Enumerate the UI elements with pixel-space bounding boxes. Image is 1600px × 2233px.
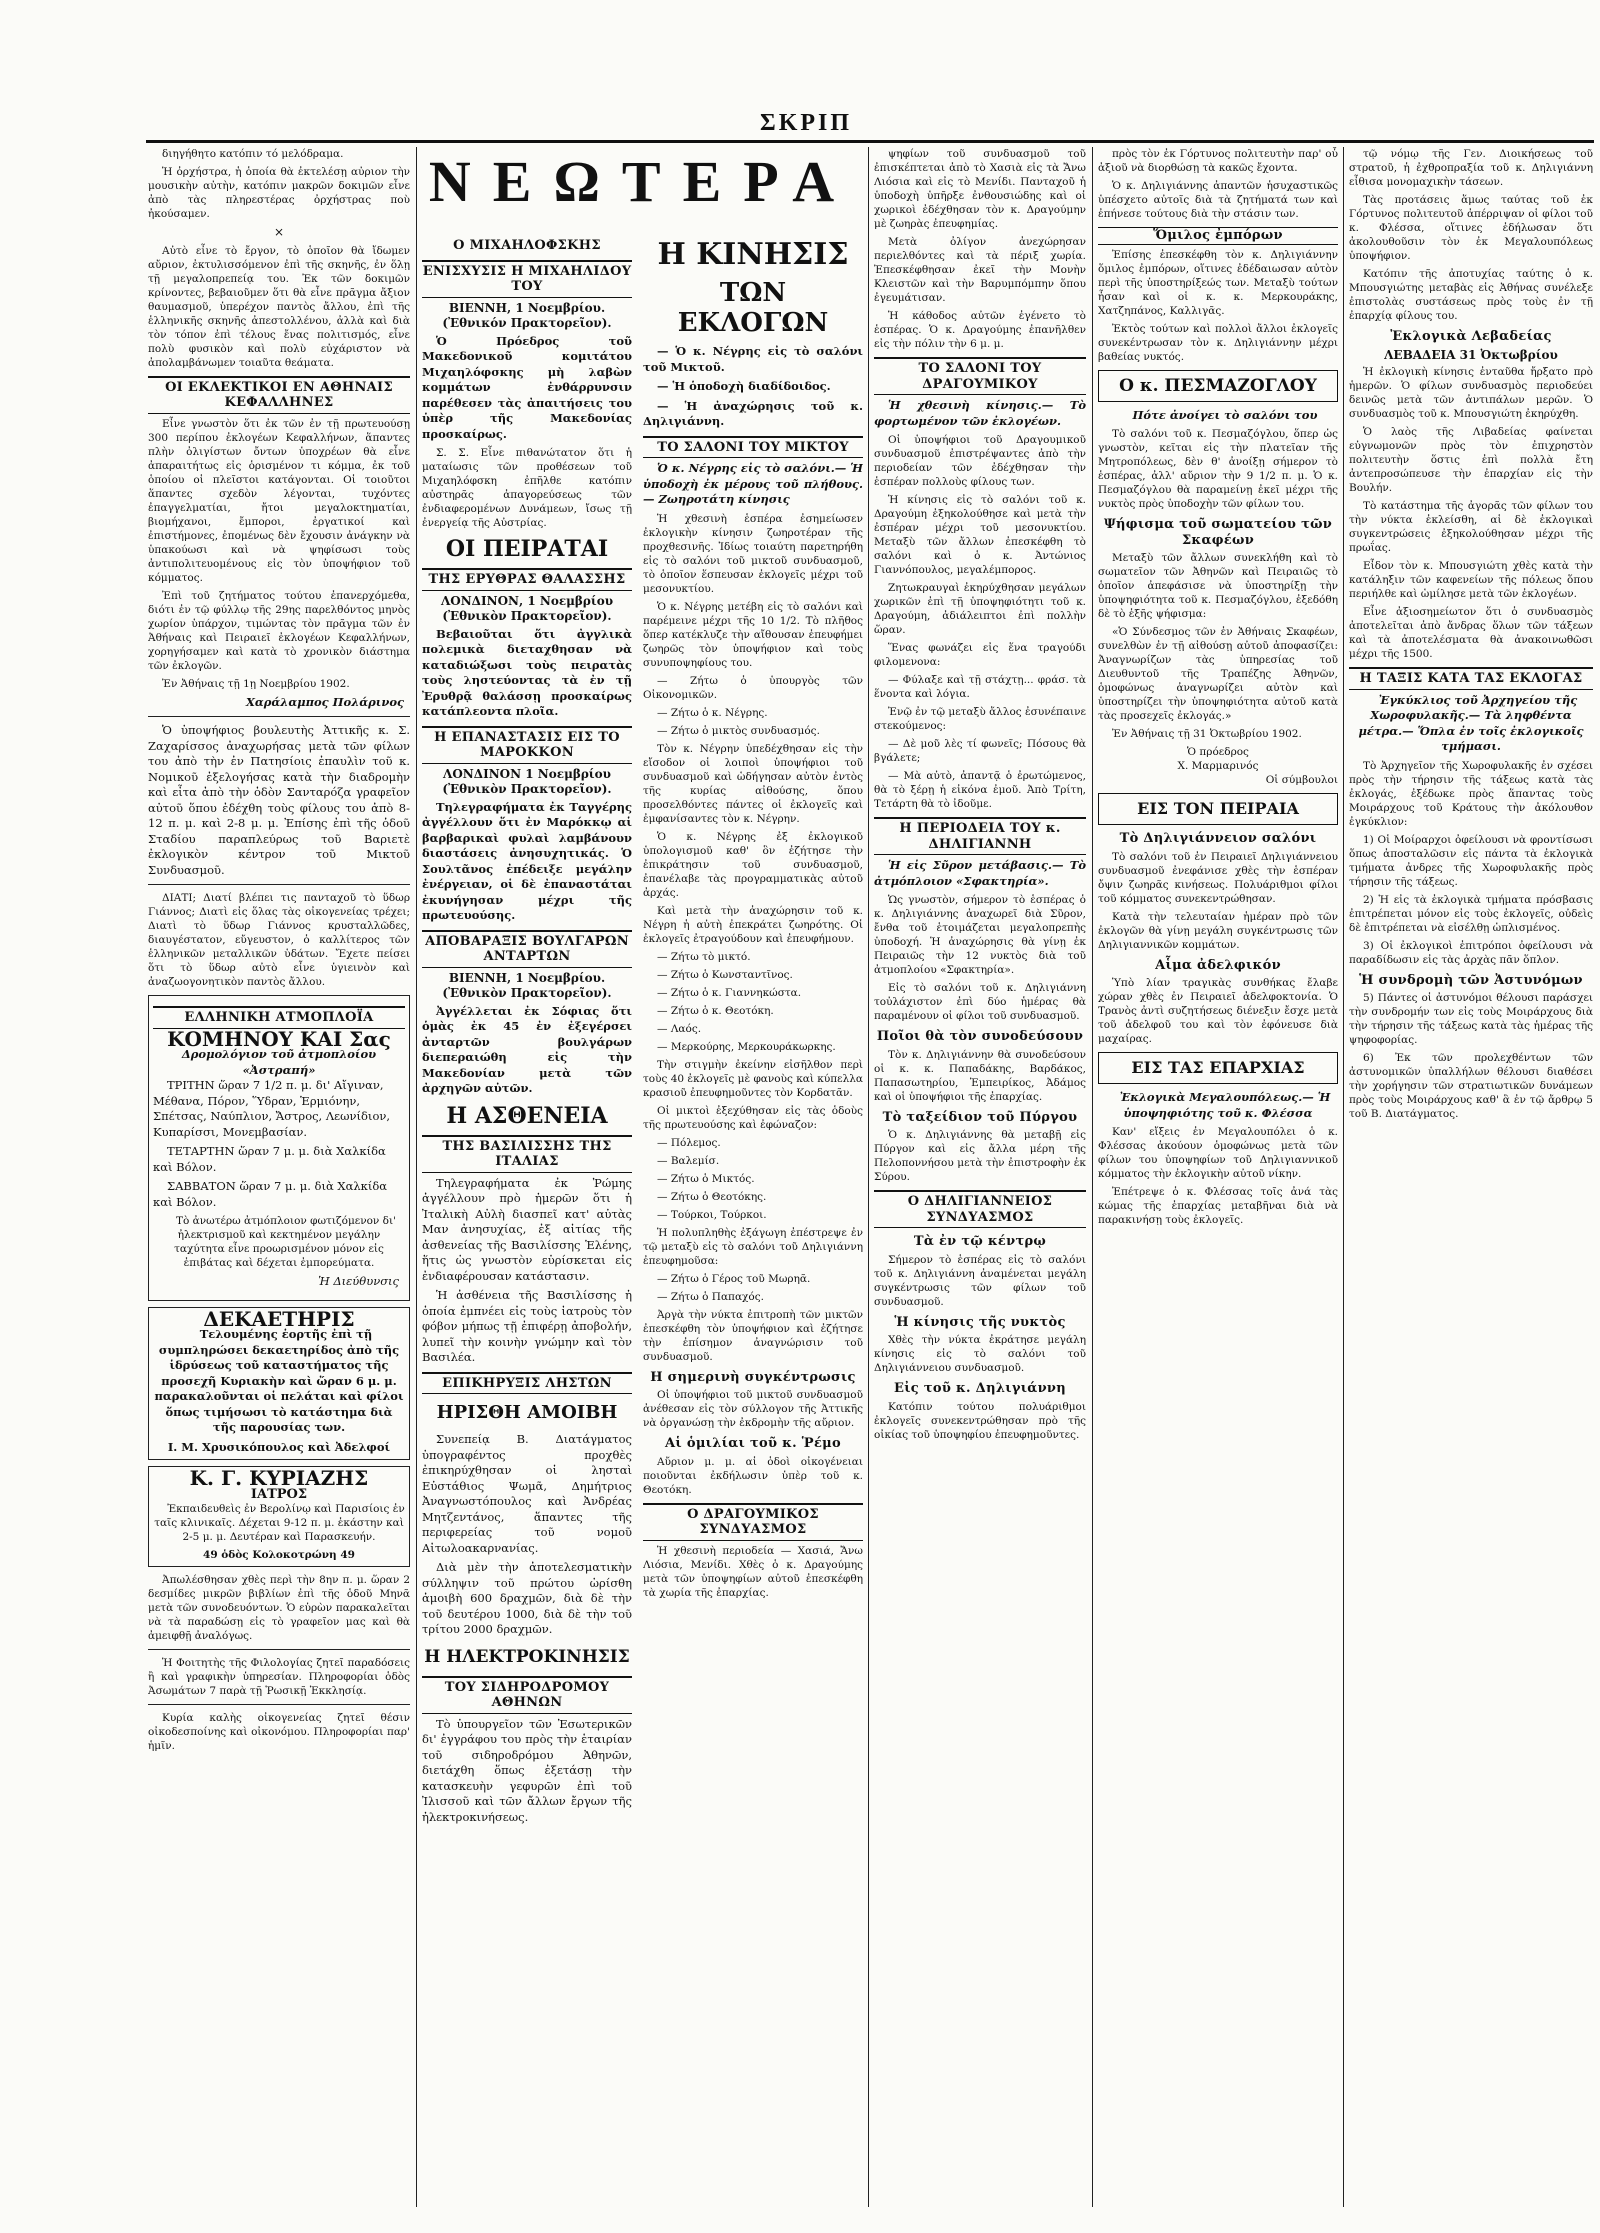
article-subheading: Αἷμα ἀδελφικόν — [1155, 957, 1281, 973]
paragraph: Ἕνας φωνάζει εἰς ἕνα τραγούδι φιλομενονα: — [874, 642, 1086, 668]
paragraph: διηγήθητο κατόπιν τό μελόδραμα. — [162, 148, 344, 160]
paragraph: Ἐπὶ τοῦ ζητήματος τούτου ἐπανερχόμεθα, διότι ἐν τῷ φύλλῳ τῆς 29ης παρελθόντος μηνὸς χωρίον ὑπάρχον, τιμώντας τὸν πρᾶγμα τῶν ἐν Ἀθήναις καὶ Πειραιεῖ ἐκλογέων Κεφαλλήνων, χορηγήσαμεν καὶ κατὰ τὸ χρονικὸν διάστημα τῶν ἐκλογῶν. — [148, 589, 410, 672]
paragraph: Τὴν στιγμὴν ἐκείνην εἰσῆλθον περὶ τοὺς 40 ἐκλογεῖς μὲ φανοὺς καὶ κύπελλα κρασιοῦ ἐπευφημοῦντες τὸν Κορδατᾶν. — [643, 1058, 863, 1099]
paragraph: Ἡ πολυπληθὴς ἐξάγωγη ἐπέστρεψε ἐν τῷ μεταξὺ εἰς τὸ σαλόνι τοῦ Δηλιγιάννη ἐπευφημοῦσα: — [643, 1226, 863, 1267]
article-subheading: ΤΗΣ ΕΡΥΘΡΑΣ ΘΑΛΑΣΣΗΣ — [422, 568, 632, 591]
article-subheading: Ποῖοι θὰ τὸν συνοδεύσουν — [876, 1029, 1084, 1044]
schedule-line: ΣΑΒΒΑΤΟΝ ὥραν 7 μ. μ. διὰ Χαλκίδα καὶ Βόλον. — [153, 1179, 388, 1209]
column-5 — [1098, 147, 1338, 2207]
signature: Χ. Μαρμαρινός — [1177, 760, 1259, 772]
article-subheading: Ἡ κίνησις τῆς νυκτὸς — [894, 1314, 1066, 1330]
cheer-line: — Ζήτω τὸ μικτό. — [657, 950, 751, 963]
summary-line: — Ὁ κ. Νέγρης εἰς τὸ σαλόνι τοῦ Μικτοῦ. — [643, 344, 863, 374]
paragraph: Οἱ ὑποψήφιοι τοῦ μικτοῦ συνδυασμοῦ ἀνέθεσαν εἰς τὸν σύλλογον τῆς Ἀττικῆς νὰ ὀργανώσῃ τὴν ἐκδρομὴν τῆς αὔριον. — [643, 1389, 863, 1429]
paragraph: Τὸν κ. Δηλιγιάννην θὰ συνοδεύσουν οἱ κ. κ. Παπαδάκης, Βαρδάκος, Παπασωτηρίου, Ἐμπειρίκος, Ἀδάμος καὶ οἱ ὑποψήφιοι τῆς ἐπαρχίας. — [874, 1048, 1086, 1103]
paragraph: ψηφίων τοῦ συνδυασμοῦ τοῦ ἐπισκέπτεται ἀπὸ τὸ Χασιὰ εἰς τὰ Ἄνω Λιόσια καὶ εἰς τὸ Μενίδι. Πανταχοῦ ἡ ὑποδοχὴ ὑπῆρξε ἐνθουσιώδης καὶ οἱ χωρικοὶ ἐδέχθησαν τὸν κ. Δραγούμην μὲ ζωηρὰς ἐπευφημίας. — [874, 148, 1086, 230]
paragraph: Ὁ κ. Νέγρης μετέβη εἰς τὸ σαλόνι καὶ παρέμεινε μέχρι τῆς 10 1/2. Τὸ πλῆθος ὅπερ κατέκλυζε τὴν αἴθουσαν ἐπευφήμει ζωηρῶς τὸν ὑποψήφιον καὶ τοὺς συνυποψηφίους του. — [643, 600, 863, 669]
paragraph: Τὸ ὑπουργεῖον τῶν Ἐσωτερικῶν δι' ἐγγράφου του πρὸς τὴν ἑταιρίαν τοῦ σιδηροδρόμου Ἀθηνῶν, διετάχθη ὅπως ἐξετάσῃ τὴν κατασκευὴν γεφυρῶν ἐπὶ τοῦ Ἰλισσοῦ καὶ τῶν ἄλλων ἔργων τῆς ἠλεκτροκινήσεως. — [422, 1716, 632, 1824]
article-heading: Η ΤΑΞΙΣ ΚΑΤΑ ΤΑΣ ΕΚΛΟΓΑΣ — [1349, 667, 1593, 690]
page-header: ΣΚΡΙΠ — [760, 110, 853, 136]
paragraph: 5) Πάντες οἱ ἀστυνόμοι θέλουσι παράσχει τὴν συνδρομήν των εἰς τοὺς Μοιράρχους διὰ τὴν τήρησιν τῆς τάξεως κατὰ τὰς ἡμέρας τῆς ψηφοφορίας. — [1349, 992, 1593, 1046]
paragraph: Οἱ μικτοὶ ἐξεχύθησαν εἰς τὰς ὁδοὺς τῆς πρωτευούσης καὶ ἐφώναζον: — [643, 1104, 863, 1131]
column-separator — [1092, 147, 1093, 2207]
advertisement-doctor — [148, 1466, 410, 1567]
dateline: ΛΕΒΑΔΕΙΑ 31 Ὀκτωβρίου — [1384, 347, 1558, 362]
paragraph: — Φύλαξε καὶ τῇ στάχτῃ... φράσ. τὰ ἕνοντα καὶ λόγια. — [874, 674, 1086, 700]
paragraph: Ὡς γνωστὸν, σήμερον τὸ ἑσπέρας ὁ κ. Δηλιγιάννης ἀναχωρεῖ διὰ Σῦρον, ἔνθα τοῦ ἑτοιμάζεται μεγαλοπρεπὴς ὑποδοχή. Ἡ ἀναχώρησις θὰ γίνῃ ἐκ Πειραιῶς τὴν 12 νυκτὸς διὰ τοῦ ἀτμοπλοίου «Σφακτηρία». — [874, 894, 1086, 976]
dateline: ΛΟΝΔΙΝΟΝ 1 Νοεμβρίου (Ἐθνικὸν Πρακτορεῖον). — [442, 766, 612, 796]
column-4 — [874, 147, 1086, 2207]
section-title: ΝΕΩΤΕΡΑ — [428, 149, 857, 214]
paragraph: — Μὰ αὐτὸ, ἀπαντᾷ ὁ ἐρωτώμενος, θὰ τὸ ξέρῃ ἡ εἰκόνα ἐμοῦ. Ἀπὸ Τρίτη, Τετάρτη θὰ τὸ ἰδοῦμε. — [874, 770, 1086, 810]
article-heading: Ὅμιλος ἐμπόρων — [1098, 227, 1338, 245]
paragraph: Μεταξὺ τῶν ἄλλων συνεκλήθη καὶ τὸ σωματεῖον τῶν Ἀθηνῶν καὶ Πειραιῶς τὸ ὁποῖον ἀπεφάσισε νὰ ὑποστηρίξῃ τὴν ὑποψηφιότητα τοῦ κ. Πεσμαζόγλου, ἐξεδόθη δὲ τὸ ἑξῆς ψήφισμα: — [1098, 552, 1338, 620]
ad-heading: ΔΕΚΑΕΤΗΡΙΣ — [203, 1306, 355, 1331]
article-subheading: Τὸ Δηλιγιάννειον σαλόνι — [1119, 831, 1317, 846]
column-3 — [643, 232, 863, 2207]
cheer-line: — Ζήτω ὁ Παπαχός. — [657, 1290, 764, 1303]
dateline: ΛΟΝΔΙΝΟΝ, 1 Νοεμβρίου (Ἐθνικὸν Πρακτορεῖον). — [440, 593, 614, 623]
paragraph: Ἡ χθεσινὴ ἑσπέρα ἐσημείωσεν ἐκλογικὴν κίνησιν ζωηροτέραν τῆς προχθεσινῆς. Ἰδίως τοιαύτη παρετηρήθη εἰς τὸ σαλόνι τοῦ μικτοῦ συνδυασμοῦ, τὸ ὁποῖον ἕσπευσαν ἐκλογεῖς μέχρι τοῦ μεσονυκτίου. — [643, 512, 863, 595]
signature: Ἡ Διεύθυνσις — [318, 1274, 399, 1288]
article-subheading: Εἰς τοῦ κ. Δηλιγιάννη — [893, 1381, 1066, 1396]
schedule-line: ΤΕΤΑΡΤΗΝ ὥραν 7 μ. μ. διὰ Χαλκίδα καὶ Βόλον. — [153, 1144, 386, 1174]
article-subheading: Ψήφισμα τοῦ σωματείου τῶν Σκαφέων — [1103, 517, 1333, 548]
header-rule — [146, 140, 1594, 143]
paragraph: πρὸς τὸν ἐκ Γόρτυνος πολιτευτὴν παρ' οὗ ἀξιοῦ νὰ διορθώσῃ τὰ κακῶς ἔχοντα. — [1098, 148, 1338, 174]
article-heading: ΟΙ ΕΚΛΕΚΤΙΚΟΙ ΕΝ ΑΘΗΝΑΙΣ ΚΕΦΑΛΛΗΝΕΣ — [148, 376, 410, 414]
notice-housekeeper: Κυρία καλὴς οἰκογενείας ζητεῖ θέσιν οἰκοδεσποίνης καὶ οἰκονόμου. Πληροφορίαι παρ' ἡμῖν. — [148, 1712, 410, 1752]
paragraph: Εἰς τὸ σαλόνι τοῦ κ. Δηλιγιάννη τοὐλάχιστον ἐπὶ δύο ἡμέρας θὰ παραμένουν οἱ φίλοι τοῦ συνδυασμοῦ. — [874, 982, 1086, 1022]
divider — [148, 1649, 410, 1650]
dateline: Ἐν Ἀθήναις τῇ 1ῃ Νοεμβρίου 1902. — [162, 677, 350, 690]
paragraph: Κατὰ τὴν τελευταίαν ἡμέραν πρὸ τῶν ἐκλογῶν θὰ γίνῃ μεγάλη συγκέντρωσις τῶν Δηλιγιαννικῶν κομμάτων. — [1098, 910, 1338, 951]
cheer-line: — Ζήτω ὁ ὑπουργὸς τῶν Οἰκονομικῶν. — [643, 674, 863, 701]
ad-subtitle: Δρομολόγιον τοῦ ἀτμοπλοίου «Ἀστραπή» — [181, 1047, 377, 1077]
paragraph: Τὸν κ. Νέγρην ὑπεδέχθησαν εἰς τὴν εἴσοδον οἱ λοιποὶ ὑποψήφιοι τοῦ συνδυασμοῦ καὶ ὡδήγησαν αὐτὸν ἐντὸς τῆς κυρίας αἰθούσης, ὅπου προσελθόντες πάντες οἱ ἐκλογεῖς καὶ ἐμφανίσαντες τὸν κ. Νέγρην. — [643, 742, 863, 825]
paragraph: Διὰ μὲν τὴν ἀποτελεσματικὴν σύλληψιν τοῦ πρώτου ὡρίσθη ἀμοιβὴ 600 δραχμῶν, διὰ δὲ τὴν τοῦ δευτέρου 1000, διὰ δὲ τὴν τοῦ τρίτου 2000 δραχμῶν. — [422, 1560, 632, 1636]
paragraph: Ὁ Πρόεδρος τοῦ Μακεδονικοῦ κομιτάτου Μιχαηλόφσκης μὴ λαβὼν κομμάτων ἐνθάρρυνσιν παρέθεσεν τὰς ἀπαιτήσεις του ὑπὲρ τῆς Μακεδονίας προσκαίρως. — [422, 333, 632, 441]
paragraph: Ἡ κάθοδος αὐτῶν ἐγένετο τὸ ἑσπέρας. Ὁ κ. Δραγούμης ἐπανῆλθεν εἰς τὴν πόλιν τὴν 6 μ. μ. — [874, 310, 1086, 350]
doctor-name: Κ. Γ. ΚΥΡΙΑΖΗΣ — [189, 1466, 369, 1490]
ad-company: ΚΟΜΗΝΟΥ ΚΑΙ Σας — [167, 1026, 391, 1051]
article-heading: Η ΚΙΝΗΣΙΣ — [657, 237, 849, 272]
article-heading: ΤΩΝ ΕΚΛΟΓΩΝ — [677, 278, 829, 338]
article-subheading: ΕΝΙΣΧΥΣΙΣ Η ΜΙΧΑΗΛΙΔΟΥ ΤΟΥ — [422, 260, 632, 298]
paragraph: Ζητωκραυγαὶ ἐκηρύχθησαν μεγάλων χωρικῶν ἐπὶ τῇ ὑποψηφιότητι τοῦ κ. Δραγούμη, ἀδιάλειπτοι ἐπὶ πολλὴν ὥραν. — [874, 582, 1086, 636]
paragraph: Ἡ χθεσινὴ περιοδεία — Χασιά, Ἄνω Λιόσια, Μενίδι. Χθὲς ὁ κ. Δραγούμης μετὰ τῶν ὑποψηφίων αὐτοῦ ἐπεσκέφθη τὰ χωρία τῆς ἐπαρχίας. — [643, 1544, 863, 1599]
paragraph: Αὐτὸ εἶνε τὸ ἔργον, τὸ ὁποῖον θὰ ἴδωμεν αὔριον, ἐκτυλισσόμενον ἐπὶ τῆς σκηνῆς, ἐν ὅλῃ τῇ μεγαλοπρεπείᾳ του. Ἐκ τῶν δοκιμῶν κρίνοντες, βεβαιοῦμεν ὅτι θὰ εἶνε πρᾶγμα ἄξιον θαυμασμοῦ, ὑπερέχον παντὸς ἄλλου, ἐπὶ τῆς ἑλληνικῆς σκηνῆς ἀπεστολλένου, ἀλλὰ καὶ διὰ τὸν τόπον ἐπὶ τέλους ἔνας πολιτισμός, εἶνε πολὺ φυσικὸν καὶ πολὺ εὐχάριστον νὰ ἀπολαμβάνωμεν τοιαῦτα θεάματα. — [148, 244, 410, 369]
advertisement-anniversary — [148, 1307, 410, 1461]
paragraph: Ὁ λαὸς τῆς Λιβαδείας φαίνεται εὐγνωμονῶν πρὸς τὸν ἐπιχρηστὸν πολιτευτὴν ὅστις ἐπὶ πολλὰ ἔτη ἀντεπροσώπευσε τὴν ἐπαρχίαν εἰς τὴν Βουλήν. — [1349, 426, 1593, 494]
paragraph: Ἀγγέλλεται ἐκ Σόφιας ὅτι ὁμὰς ἐκ 45 ἐν ἐξεγέρσει ἀνταρτῶν βουλγάρων διεπεραιώθη εἰς τὴν Μακεδονίαν μετὰ τῶν ἀρχηγῶν αὐτῶν. — [422, 1003, 632, 1095]
divider — [148, 716, 410, 717]
ad-body: Τελουμένης ἑορτῆς ἐπὶ τῇ συμπληρώσει δεκαετηρίδος ἀπὸ τῆς ἱδρύσεως τοῦ καταστήματος τῆς προσεχῆ Κυριακὴν καὶ ὥραν 6 μ. μ. παρακαλοῦνται οἱ πελάται καὶ φίλοι ὅπως τιμήσωσι τὸ κατάστημα διὰ τῆς παρουσίας των. — [154, 1327, 404, 1434]
cheer-line: — Πόλεμος. — [657, 1136, 721, 1149]
column-separator — [868, 147, 869, 2207]
paragraph: Ὁ κ. Δηλιγιάννης θὰ μεταβῇ εἰς Πύργον καὶ εἰς ἄλλα μέρη τῆς Πελοποννήσου μετὰ τὴν ἐπιστροφὴν ἐκ Σύρου. — [874, 1129, 1086, 1183]
paragraph: Οἱ ὑποψήφιοι τοῦ Δραγουμικοῦ συνδυασμοῦ ἐπιστρέψαντες ἀπὸ τὴν περιοδείαν τῶν ἐδέχθησαν τὴν ἑσπέραν πολλοὺς φίλους των. — [874, 434, 1086, 488]
paragraph: Ἡ ἐκλογικὴ κίνησις ἐνταῦθα ἤρξατο πρὸ ἡμερῶν. Ὁ φίλων συνδυασμὸς περιοδεύει δεινῶς μετὰ τῶν ἀντιπάλων μερῶν. Ὁ συνδυασμὸς τοῦ κ. Μπουσγιώτη ἐκηρύχθη. — [1349, 366, 1593, 420]
article-subheading: Τὰ ἐν τῷ κέντρῳ — [913, 1234, 1047, 1249]
cheer-line: — Ζήτω ὁ κ. Θεοτόκη. — [657, 1004, 774, 1017]
news-banner — [422, 147, 863, 227]
cheer-line: — Ζήτω ὁ μικτὸς συνδυασμός. — [657, 724, 820, 737]
article-subheading: ΤΗΣ ΒΑΣΙΛΙΣΣΗΣ ΤΗΣ ΙΤΑΛΙΑΣ — [422, 1135, 632, 1173]
cheer-line: — Ζήτω ὁ Μικτός. — [657, 1172, 755, 1185]
paragraph: 1) Οἱ Μοίραρχοι ὀφείλουσι νὰ φροντίσωσι ὅπως ἀποσταλῶσιν εἰς πάντα τὰ ἐκλογικὰ τμήματα ἀνδρες τῆς Χωροφυλακῆς πρὸς τήρησιν τῆς τάξεως. — [1349, 833, 1593, 888]
column-1 — [148, 147, 410, 2207]
paragraph: 6) Ἐκ τῶν προλεχθέντων τῶν ἀστυνομικῶν ὑπαλλήλων θέλουσι διαθέσει τὴν χορήγησιν τῶν στρατιωτικῶν δυνάμεων πρὸς τοὺς Μοιράρχους καθ' ἃ ἐν τῷ ἄρθρῳ 5 τοῦ Β. Διατάγματος. — [1349, 1052, 1593, 1120]
summary-line: — Ἡ ἀναχώρησις τοῦ κ. Δηλιγιάννη. — [643, 398, 863, 428]
article-heading: Η ΠΕΡΙΟΔΕΙΑ ΤΟΥ κ. ΔΗΛΙΓΙΑΝΝΗ — [874, 817, 1086, 855]
divider — [148, 884, 410, 885]
cheer-line: — Ζήτω ὁ κ. Γιαννηκώστα. — [657, 986, 802, 999]
cheer-line: — Ζήτω ὁ κ. Νέγρης. — [657, 706, 768, 719]
summary-line: — Ἡ ὁποδοχὴ διαδίδοιδος. — [657, 379, 831, 393]
paragraph: Τὸ σαλόνι τοῦ κ. Πεσμαζόγλου, ὅπερ ὡς γνωστὸν, κεῖται εἰς τὴν πλατεῖαν τῆς Μητροπόλεως, δὲν θ' ἀνοίξῃ σήμερον τὸ ἑσπέρας, ἀλλ' αὔριον τὴν 9 1/2 π. μ. Ὁ κ. Πεσμαζόγλου θὰ παραμείνῃ ἐκεῖ μέχρι τῆς νυκτὸς πρὸς ὑποδοχὴν τῶν φίλων του. — [1098, 428, 1338, 510]
article-heading: ΤΟ ΣΑΛΟΝΙ ΤΟΥ ΜΙΚΤΟΥ — [643, 436, 863, 459]
paragraph: Ὁ ὑποψήφιος βουλευτὴς Ἀττικῆς κ. Σ. Ζαχαρίσσος ἀναχωρήσας μετὰ τῶν φίλων του ἀπὸ τὴν ἐν Πατησίοις ἐπαυλὶν τοῦ κ. Νομικοῦ ἐξελογήσας κατὰ τὴν διαδρομὴν καὶ εἶτα ἀπὸ τὴν ὁδὸν Σανταρόζα γραφεῖον αὐτοῦ ὅπου ἐδέχθη τοὺς φίλους του ἀπὸ 8-12 π. μ. καὶ 2-8 μ. μ. Ἐπίσης ἐπὶ τῆς ὁδοῦ Σταδίου παραπλεύρως τοῦ Βαριετὲ ἐκλογικὸν κέντρον τοῦ Μικτοῦ Συνδυασμοῦ. — [148, 723, 410, 877]
dateline: ΒΙΕΝΝΗ, 1 Νοεμβρίου. (Ἐθνικὸν Πρακτορεῖον). — [442, 970, 612, 1000]
paragraph: Εἶνε γνωστὸν ὅτι ἐκ τῶν ἐν τῇ πρωτευούσῃ 300 περίπου ἐκλογέων Κεφαλλήνων, ἅπαντες πλὴν ὀλιγίστων ὄντων ὑποχρέων θὰ εἶνε ἀπαραιτήτως εἰς ὁρισμένον τι κόμμα, ἐκ τοῦ ὁποίου οἱ πλεῖστοι κατάγονται. Οἱ τοιοῦτοι ἅπαντες σχεδὸν λέγονται, τυχόντες ἐπαγγελματίαι, ἤτοι μεγαλοκτηματίαι, βιομήχανοι, ἔμποροι, ἐργατικοί καὶ ἐπιστήμονες, ἐπομένως δὲν ἔχουσιν ἀνάγκην νὰ ὑπακούωσι καὶ νὰ ψηφίσωσι τοὺς ἀντιπολιτευομένους εἰς τὸν ὑποψήφιον τοῦ κόμματος. — [148, 417, 410, 584]
article-heading: ΑΠΟΒΑΡΑΞΙΣ ΒΟΥΛΓΑΡΩΝ ΑΝΤΑΡΤΩΝ — [422, 930, 632, 968]
article-subheading: Ἡ συνδρομὴ τῶν Ἀστυνόμων — [1359, 972, 1583, 988]
paragraph: Ἡ κίνησις εἰς τὸ σαλόνι τοῦ κ. Δραγούμη ἐξηκολούθησε καὶ μετὰ τὴν ἐσπέραν μέχρι τοῦ μεσονυκτίου. Μεταξὺ τῶν ἄλλων ἐπεσκέφθη τὸ σαλόνι καὶ ὁ κ. Ἀντώνιος Γιαννόπουλος, μεγαλέμπορος. — [874, 494, 1086, 576]
cheer-line: — Ζήτω ὁ Γέρος τοῦ Μωρηᾶ. — [657, 1272, 811, 1285]
article-heading: Η ΕΠΑΝΑΣΤΑΣΙΣ ΕΙΣ ΤΟ ΜΑΡΟΚΚΟΝ — [422, 726, 632, 764]
article-lead: Ἐγκύκλιος τοῦ Ἀρχηγείου τῆς Χωροφυλακῆς.— Τὰ ληφθέντα μέτρα.— Ὅπλα ἐν τοῖς ἐκλογικοῖς τμήμασι. — [1358, 692, 1584, 753]
ad-heading: ΕΛΛΗΝΙΚΗ ΑΤΜΟΠΛΟΪΑ — [153, 1006, 405, 1029]
section-mark: × — [273, 225, 285, 239]
article-lead: Ἡ εἰς Σῦρον μετάβασις.— Τὸ ἀτμόπλοιον «Σφακτηρία». — [874, 858, 1086, 888]
article-heading: Η ΑΣΘΕΝΕΙΑ — [446, 1102, 608, 1129]
cheer-line: — Ζήτω ὁ Θεοτόκης. — [657, 1190, 767, 1203]
article-heading: ΕΠΙΚΗΡΥΞΙΣ ΛΗΣΤΩΝ — [422, 1372, 632, 1395]
column-6 — [1349, 147, 1593, 2207]
article-heading: Η ΗΛΕΚΤΡΟΚΙΝΗΣΙΣ — [424, 1646, 630, 1667]
advertisement-water: ΔΙΑΤΙ; Διατί βλέπει τις πανταχοῦ τὸ ὕδωρ Γιάννος; Διατὶ εἰς ὅλας τὰς οἰκογενείας τρέχει; Διατὶ τὸ ὕδωρ Γιάννος κρυσταλλῶδες, διαυγέστατον, εὔγευστον, ὁ καλλίτερος τῶν ἑλληνικῶν μεταλλικῶν ὑδάτων. Ἔχετε πείσει ὅτι τὸ ὕδωρ αὐτὸ εἶνε ὑγιεινὸν καὶ ἀναζωογονητικὸν παντὸς ἄλλου. — [148, 892, 410, 988]
schedule-line: ΤΡΙΤΗΝ ὥραν 7 1/2 π. μ. δι' Αἴγιναν, Μέθανα, Πόρον, Ὕδραν, Ἑρμιόνην, Σπέτσας, Ναύπλιον, Ἄστρος, Λεωνίδιον, Κυπαρίσσι, Μονεμβασίαν. — [153, 1078, 391, 1139]
article-heading: ΤΟ ΣΑΛΟΝΙ ΤΟΥ ΔΡΑΓΟΥΜΙΚΟΥ — [874, 357, 1086, 395]
paragraph: Ἐπίσης ἐπεσκέφθη τὸν κ. Δηλιγιάννην ὅμιλος ἐμπόρων, οἵτινες ἐδέδαιωσαν αὐτὸν περὶ τῆς ὑποστηρίξεώς των. Μεταξὺ τούτων ἦσαν καὶ οἱ κ. κ. Μερκουράκης, Χατζηπάνος, Καλλιγᾶς. — [1098, 248, 1338, 317]
cheer-line: — Βαλεμίσ. — [657, 1154, 720, 1167]
article-heading: Ἐκλογικὰ Λεβαδείας — [1390, 329, 1552, 344]
column-2 — [422, 232, 632, 2207]
paragraph: Σ. Σ. Εἶνε πιθανώτατον ὅτι ἡ ματαίωσις τῶν προθέσεων τοῦ Μιχαηλόφσκη ἐπῆλθε κατόπιν αὐστηρᾶς ἀπαγορεύσεως τῶν ἐνδιαφερομένων Δυνάμεων, ἴσως τῇ ἐνεργείᾳ τῆς Αὐστρίας. — [422, 447, 632, 529]
paragraph: «Ὁ Σύνδεσμος τῶν ἐν Ἀθήναις Σκαφέων, συνελθὼν ἐν τῇ αἰθούσῃ αὐτοῦ ἀποφασίζει: Ἀναγνωρίζων τὰς ὑπηρεσίας τοῦ Διευθυντοῦ τῆς Τραπέζης Ἀθηνῶν, ὁμοφώνως ἀναγνωρίζει αὐτὸν καὶ ὑποστηρίζει τὴν ὑποψηφιότητα αὐτοῦ κατὰ τὰς προσεχεῖς ἐκλογάς.» — [1098, 626, 1338, 722]
column-separator — [1343, 147, 1344, 2207]
article-heading: Ο ΜΙΧΑΗΛΟΦΣΚΗΣ — [453, 238, 601, 253]
paragraph: Ἀργὰ τὴν νύκτα ἐπιτροπὴ τῶν μικτῶν ἐπεσκέφθη τὸν ὑποψήφιον καὶ ἐζήτησε τὴν ἐπίσημον ἀναγνώρισιν τοῦ συνδυασμοῦ. — [643, 1308, 863, 1363]
paragraph: Συνεπείᾳ Β. Διατάγματος ὑπογραφέντος προχθὲς ἐπικηρύχθησαν οἱ λησταὶ Εὐστάθιος Ψωμᾶ, Δημήτριος Ἀναγνωστόπουλος καὶ Ἀνδρέας Μητζεντάνος, ἅπαντες τῆς περιφερείας τοῦ νομοῦ Αἰτωλοακαρνανίας. — [422, 1432, 632, 1555]
cheer-line: — Τούρκοι, Τούρκοι. — [657, 1208, 767, 1221]
cheer-line: — Ζήτω ὁ Κωνσταντῖνος. — [657, 968, 793, 981]
advertisement-shipping — [148, 995, 410, 1301]
article-lead: Ὁ κ. Νέγρης εἰς τὸ σαλόνι.— Ἡ ὑποδοχὴ ἐκ μέρους τοῦ πλήθους.— Ζωηροτάτη κίνησις — [643, 461, 863, 506]
cheer-line: — Μερκούρης, Μερκουράκωρκης. — [657, 1040, 836, 1053]
ad-signature: Ι. Μ. Χρυσικόπουλος καὶ Ἀδελφοί — [167, 1439, 391, 1454]
paragraph: Μετὰ ὀλίγον ἀνεχώρησαν περιελθόντες καὶ τὰ πέριξ χωρία. Ἐπεσκέφθησαν ἐκεῖ τὴν Μονὴν Κλειστῶν καὶ τὴν Βαρυμπόμπην ὅπου ἐγευμάτισαν. — [874, 236, 1086, 304]
article-heading: ΕΙΣ ΤΟΝ ΠΕΙΡΑΙΑ — [1098, 793, 1338, 825]
notice-lost: Ἀπωλέσθησαν χθὲς περὶ τὴν 8ην π. μ. ὥραν 2 δεσμίδες μικρῶν βιβλίων ἐπὶ τῆς ὁδοῦ Μηνᾶ μετὰ τῶν συνοδευόντων. Ὁ εὑρὼν παρακαλεῖται νὰ τὰ παραδώσῃ εἰς τὸ γραφεῖον μας καὶ θὰ ἀμειφθῇ ἀναλόγως. — [148, 1574, 410, 1642]
article-heading: Ο κ. ΠΕΣΜΑΖΟΓΛΟΥ — [1098, 370, 1338, 402]
paragraph: Κατόπιν τούτου πολυάριθμοι ἐκλογεῖς συνεκεντρώθησαν πρὸ τῆς οἰκίας τοῦ ὑποψηφίου ἐπευφημοῦντες. — [874, 1400, 1086, 1441]
dateline: ΒΙΕΝΝΗ, 1 Νοεμβρίου. (Ἐθνικόν Πρακτορεῖον). — [442, 300, 612, 330]
signature: Οἱ σύμβουλοι — [1265, 774, 1338, 786]
article-heading: ΟΙ ΠΕΙΡΑΤΑΙ — [445, 536, 609, 562]
article-subheading: Τὸ ταξείδιον τοῦ Πύργου — [882, 1109, 1078, 1125]
signature: Ὁ πρόεδρος — [1187, 746, 1249, 758]
paragraph: Σήμερον τὸ ἑσπέρας εἰς τὸ σαλόνι τοῦ κ. Δηλιγιάννη ἀναμένεται μεγάλη συγκέντρωσις τῶν φίλων τοῦ συνδυασμοῦ. — [874, 1253, 1086, 1308]
article-subheading: Η σημερινὴ συγκέντρωσις — [650, 1369, 856, 1385]
article-subheading: ΗΡΙΣΘΗ ΑΜΟΙΒΗ — [436, 1402, 618, 1423]
paragraph: Ἐπέτρεψε ὁ κ. Φλέσσας τοῖς ἀνά τὰς κώμας τῆς ἐπαρχίας μεταβῆναι διὰ νὰ παρακινήσῃ τοὺς ἐκλογεῖς. — [1098, 1186, 1338, 1226]
article-heading: Ο ΔΡΑΓΟΥΜΙΚΟΣ ΣΥΝΔΥΑΣΜΟΣ — [643, 1503, 863, 1541]
paragraph: Εἶδον τὸν κ. Μπουσγιώτη χθὲς κατὰ τὴν κατάληξιν τῶν καφενείων τῆς πόλεως ὅπου περιήλθε καὶ ὡμίλησε μετὰ τῶν ἐκλογέων. — [1349, 560, 1593, 600]
paragraph: Καν' εἴξεις ἐν Μεγαλουπόλει ὁ κ. Φλέσσας ἀκούουν ὁμοφώνως μετὰ τῶν φίλων του ὑποψηφίων τοῦ Δηλιγιαννικοῦ κόμματος τὴν ἐκλογικὴν αὐτοῦ νίκην. — [1098, 1126, 1338, 1180]
doctor-address: 49 ὁδὸς Κολοκοτρώνη 49 — [203, 1549, 355, 1561]
article-lead: Ἐκλογικὰ Μεγαλουπόλεως.— Ἡ ὑποψηφιότης τοῦ κ. Φλέσσα — [1119, 1090, 1331, 1120]
schedule-note: Τὸ ἀνωτέρω ἀτμόπλοιον φωτιζόμενον δι' ἠλεκτρισμοῦ καὶ κεκτημένον μεγάλην ταχύτητα εἶνε προωρισμένον μόνον εἰς ἐπιβάτας καὶ δέχεται ἐμπορεύματα. — [174, 1215, 396, 1269]
article-subheading: ΤΟΥ ΣΙΔΗΡΟΔΡΟΜΟΥ ΑΘΗΝΩΝ — [422, 1676, 632, 1714]
dateline: Ἐν Ἀθήναις τῇ 31 Ὀκτωβρίου 1902. — [1112, 728, 1302, 740]
paragraph: Τὰς προτάσεις ἅμως ταύτας τοῦ ἐκ Γόρτυνος πολιτευτοῦ ἀπέρριψαν οἱ φίλοι τοῦ κ. Φλέσσα, οἵτινες ἐδήλωσαν ὅτι ἀκολουθοῦσιν τὸν ἐκ Μεγαλουπόλεως ὑποψήφιον. — [1349, 194, 1593, 262]
paragraph: Κατόπιν τῆς ἀποτυχίας ταύτης ὁ κ. Μπουσγιώτης μεταβὰς εἰς Ἀθήνας συνέλεξε ἐπιστολὰς συστάσεως πρὸς τοὺς ἐν τῇ ἐπαρχίᾳ φίλους του. — [1349, 268, 1593, 322]
paragraph: Ἡ ὀρχήστρα, ἡ ὁποία θὰ ἐκτελέσῃ αὐριον τὴν μουσικὴν αὐτὴν, κατόπιν μακρῶν δοκιμῶν εἶνε ἀπὸ τὰς πληρεστέρας ὀρχήστρας ποὺ ἠκούσαμεν. — [148, 166, 410, 220]
paragraph: τῷ νόμῳ τῆς Γεν. Διοικήσεως τοῦ στρατοῦ, ἡ ἐχθροπραξία τοῦ κ. Δηλιγιάννη εἶθισα μονομαχικὴν τάσεων. — [1349, 148, 1593, 188]
paragraph: — Δὲ μοῦ λὲς τί φωνεῖς; Πόσους θὰ βγάλετε; — [874, 738, 1086, 764]
signature: Χαράλαμπος Πολάρινος — [245, 694, 404, 709]
article-lead: Πότε ἀνοίγει τὸ σαλόνι του — [1132, 407, 1318, 422]
paragraph: Βεβαιοῦται ὅτι ἀγγλικὰ πολεμικὰ διεταχθησαν νὰ καταδιώξωσι τοὺς πειρατὰς τοὺς ληστεύοντας τὰ ἐν τῇ Ἐρυθρᾷ θαλάσσῃ προσκαίρως κατάπλεοντα πλοῖα. — [422, 626, 632, 718]
paragraph: Ὁ κ. Δηλιγιάννης ἀπαντῶν ἡσυχαστικῶς ὑπέσχετο αὐτοῖς διὰ τὰ ζητήματά των καὶ ἐπήνεσε τούτους διὰ τὴν στάσιν των. — [1098, 180, 1338, 220]
paragraph: Τηλεγραφήματα ἐκ Ῥώμης ἀγγέλλουν πρὸ ἡμερῶν ὅτι ἡ Ἰταλικὴ Αὐλὴ διασπεῖ κατ' αὐτὰς Μαν ἀνησυχίας, ἐξ αἰτίας τῆς ἀσθενείας τῆς Βασιλίσσης Ἑλένης, ἥτις ὡς γνωστὸν εὑρίσκεται εἰς ἐνδιαφέρουσαν κατάστασιν. — [422, 1175, 632, 1283]
paragraph: Εἶνε ἀξιοσημείωτον ὅτι ὁ συνδυασμὸς ἀποτελεῖται ἀπὸ ἄνδρας ὅλων τῶν τάξεων καὶ τὰ ἀποτελέσματα θὰ ἀνακοινωθῶσι μέχρι τῆς 1500. — [1349, 606, 1593, 660]
paragraph: 3) Οἱ ἐκλογικοὶ ἐπιτρόποι ὀφείλουσι νὰ παραδίδωσιν εἰς τὰς ἀρχὰς πᾶν ὅπλον. — [1349, 939, 1593, 966]
paragraph: Ἐκτὸς τούτων καὶ πολλοὶ ἄλλοι ἐκλογεῖς συνεκέντρωσαν τὸν κ. Δηλιγιάννην μέχρι βαθείας νυκτός. — [1098, 322, 1338, 363]
paragraph: Καὶ μετὰ τὴν ἀναχώρησιν τοῦ κ. Νέγρη ἡ αὐτὴ ἐπεκράτει ζωηρότης. Οἱ ἐκλογεῖς ἐτραγούδουν καὶ ἐπευφήμουν. — [643, 904, 863, 945]
paragraph: Τὸ σαλόνι τοῦ ἐν Πειραιεῖ Δηλιγιάννειου συνδυασμοῦ ἐνεφάνισε χθὲς τὴν ἑσπέραν ὄψιν ζωηρᾶς κινήσεως. Πολυάριθμοι φίλοι τοῦ κόμματος συνεκεντρώθησαν. — [1098, 850, 1338, 905]
divider — [148, 1704, 410, 1705]
paragraph: Ὁ κ. Νέγρης ἐξ ἐκλογικοῦ ὑπολογισμοῦ καθ' ὃν ἐζήτησε τὴν ἐπικράτησιν τοῦ συνδυασμοῦ, ἐπανέλαβε τὰς προγραμματικὰς αὐτοῦ ἀρχάς. — [643, 830, 863, 899]
paragraph: Τὸ Ἀρχηγεῖον τῆς Χωροφυλακῆς ἐν σχέσει πρὸς τὴν τήρησιν τῆς τάξεως κατὰ τὰς ἐκλογάς, ἐξέδωκε πρὸς ἅπαντας τοὺς Μοιράρχους τοῦ Κράτους τὴν ἀκόλουθον ἐγκύκλιον: — [1349, 759, 1593, 828]
paragraph: Τὸ κατάστημα τῆς ἀγορᾶς τῶν φίλων του τὴν νύκτα ἐκλείσθη, αἱ δὲ ἐκλογικαὶ συγκεντρώσεις ἐξηκολούθησαν μέχρι τῆς πρωΐας. — [1349, 500, 1593, 554]
article-heading: ΕΙΣ ΤΑΣ ΕΠΑΡΧΙΑΣ — [1098, 1052, 1338, 1084]
paragraph: Τηλεγραφήματα ἐκ Ταγγέρης ἀγγέλλουν ὅτι ἐν Μαρόκκῳ αἱ βαρβαρικαὶ φυλαὶ λαμβάνουν διαστάσεις ἀνησυχητικάς. Ὁ Σουλτᾶνος ἐπέδειξε μεγάλην ἐνέργειαν, οἱ δὲ ἐπαναστάται ἐκυνήγησαν μέχρι τῆς πρωτευούσης. — [422, 799, 632, 922]
article-subheading: Αἱ ὁμιλίαι τοῦ κ. Ῥέμο — [665, 1436, 841, 1451]
doctor-title: ΙΑΤΡΟΣ — [250, 1486, 308, 1502]
paragraph: Χθὲς τὴν νύκτα ἐκράτησε μεγάλη κίνησις εἰς τὸ σαλόνι τοῦ Δηλιγιάννειου συνδυασμοῦ. — [874, 1334, 1086, 1374]
paragraph: 2) Ἡ εἰς τὰ ἐκλογικὰ τμήματα πρόσβασις ἐπιτρέπεται μόνον εἰς τοὺς ἐκλογεῖς, οὐδεὶς δὲ ἐπιτρέπεται νὰ εἰσέλθῃ ὡπλισμένος. — [1349, 893, 1593, 934]
notice-philology: Ἡ Φοιτητὴς τῆς Φιλολογίας ζητεῖ παραδόσεις ἢ καὶ γραφικὴν ὑπηρεσίαν. Πληροφορίαι ὁδὸς Ἀσωμάτων 7 παρὰ τῇ Ῥωσικῇ Ἐκκλησίᾳ. — [148, 1657, 410, 1697]
paragraph: Ἐνῷ ἐν τῷ μεταξὺ ἄλλος ἐσυνέπαινε στεκούμενος: — [874, 706, 1086, 732]
article-lead: Ἡ χθεσινὴ κίνησις.— Τὸ φορτωμένον τῶν ἐκλογέων. — [874, 398, 1086, 428]
paragraph: Ὑπὸ λίαν τραγικὰς συνθήκας ἔλαβε χώραν χθὲς ἐν Πειραιεῖ ἀδελφοκτονία. Ὁ Τρανὸς ἀντὶ συζητήσεως διένεξιν ἔσχε μετὰ τοῦ ἀδελφοῦ του καὶ τὸν ἐφόνευσε διὰ μαχαίρας. — [1098, 977, 1338, 1045]
ad-body: Ἐκπαιδευθεὶς ἐν Βερολίνῳ καὶ Παρισίοις ἐν ταῖς κλινικαῖς. Δέχεται 9-12 π. μ. ἑκάστην καὶ 2-5 μ. μ. Δευτέραν καὶ Παρασκευήν. — [154, 1503, 405, 1543]
column-separator — [416, 147, 417, 2207]
paragraph: Αὔριον μ. μ. αἱ ὁδοὶ οἰκογένειαι ποιοῦνται ἐκδήλωσιν ὑπὲρ τοῦ κ. Θεοτόκη. — [643, 1455, 863, 1496]
paragraph: Ἡ ἀσθένεια τῆς Βασιλίσσης ἡ ὁποία ἐμπνέει εἰς τοὺς ἰατροὺς τὸν φόβον μήπως τῇ ἐπιφέρῃ ἀποβολήν, λυπεῖ τὴν κοινὴν γνώμην καὶ τὸν Βασιλέα. — [422, 1288, 632, 1364]
article-heading: Ο ΔΗΛΙΓΙΑΝΝΕΙΟΣ ΣΥΝΔΥΑΣΜΟΣ — [874, 1190, 1086, 1228]
cheer-line: — Λαός. — [657, 1022, 702, 1035]
